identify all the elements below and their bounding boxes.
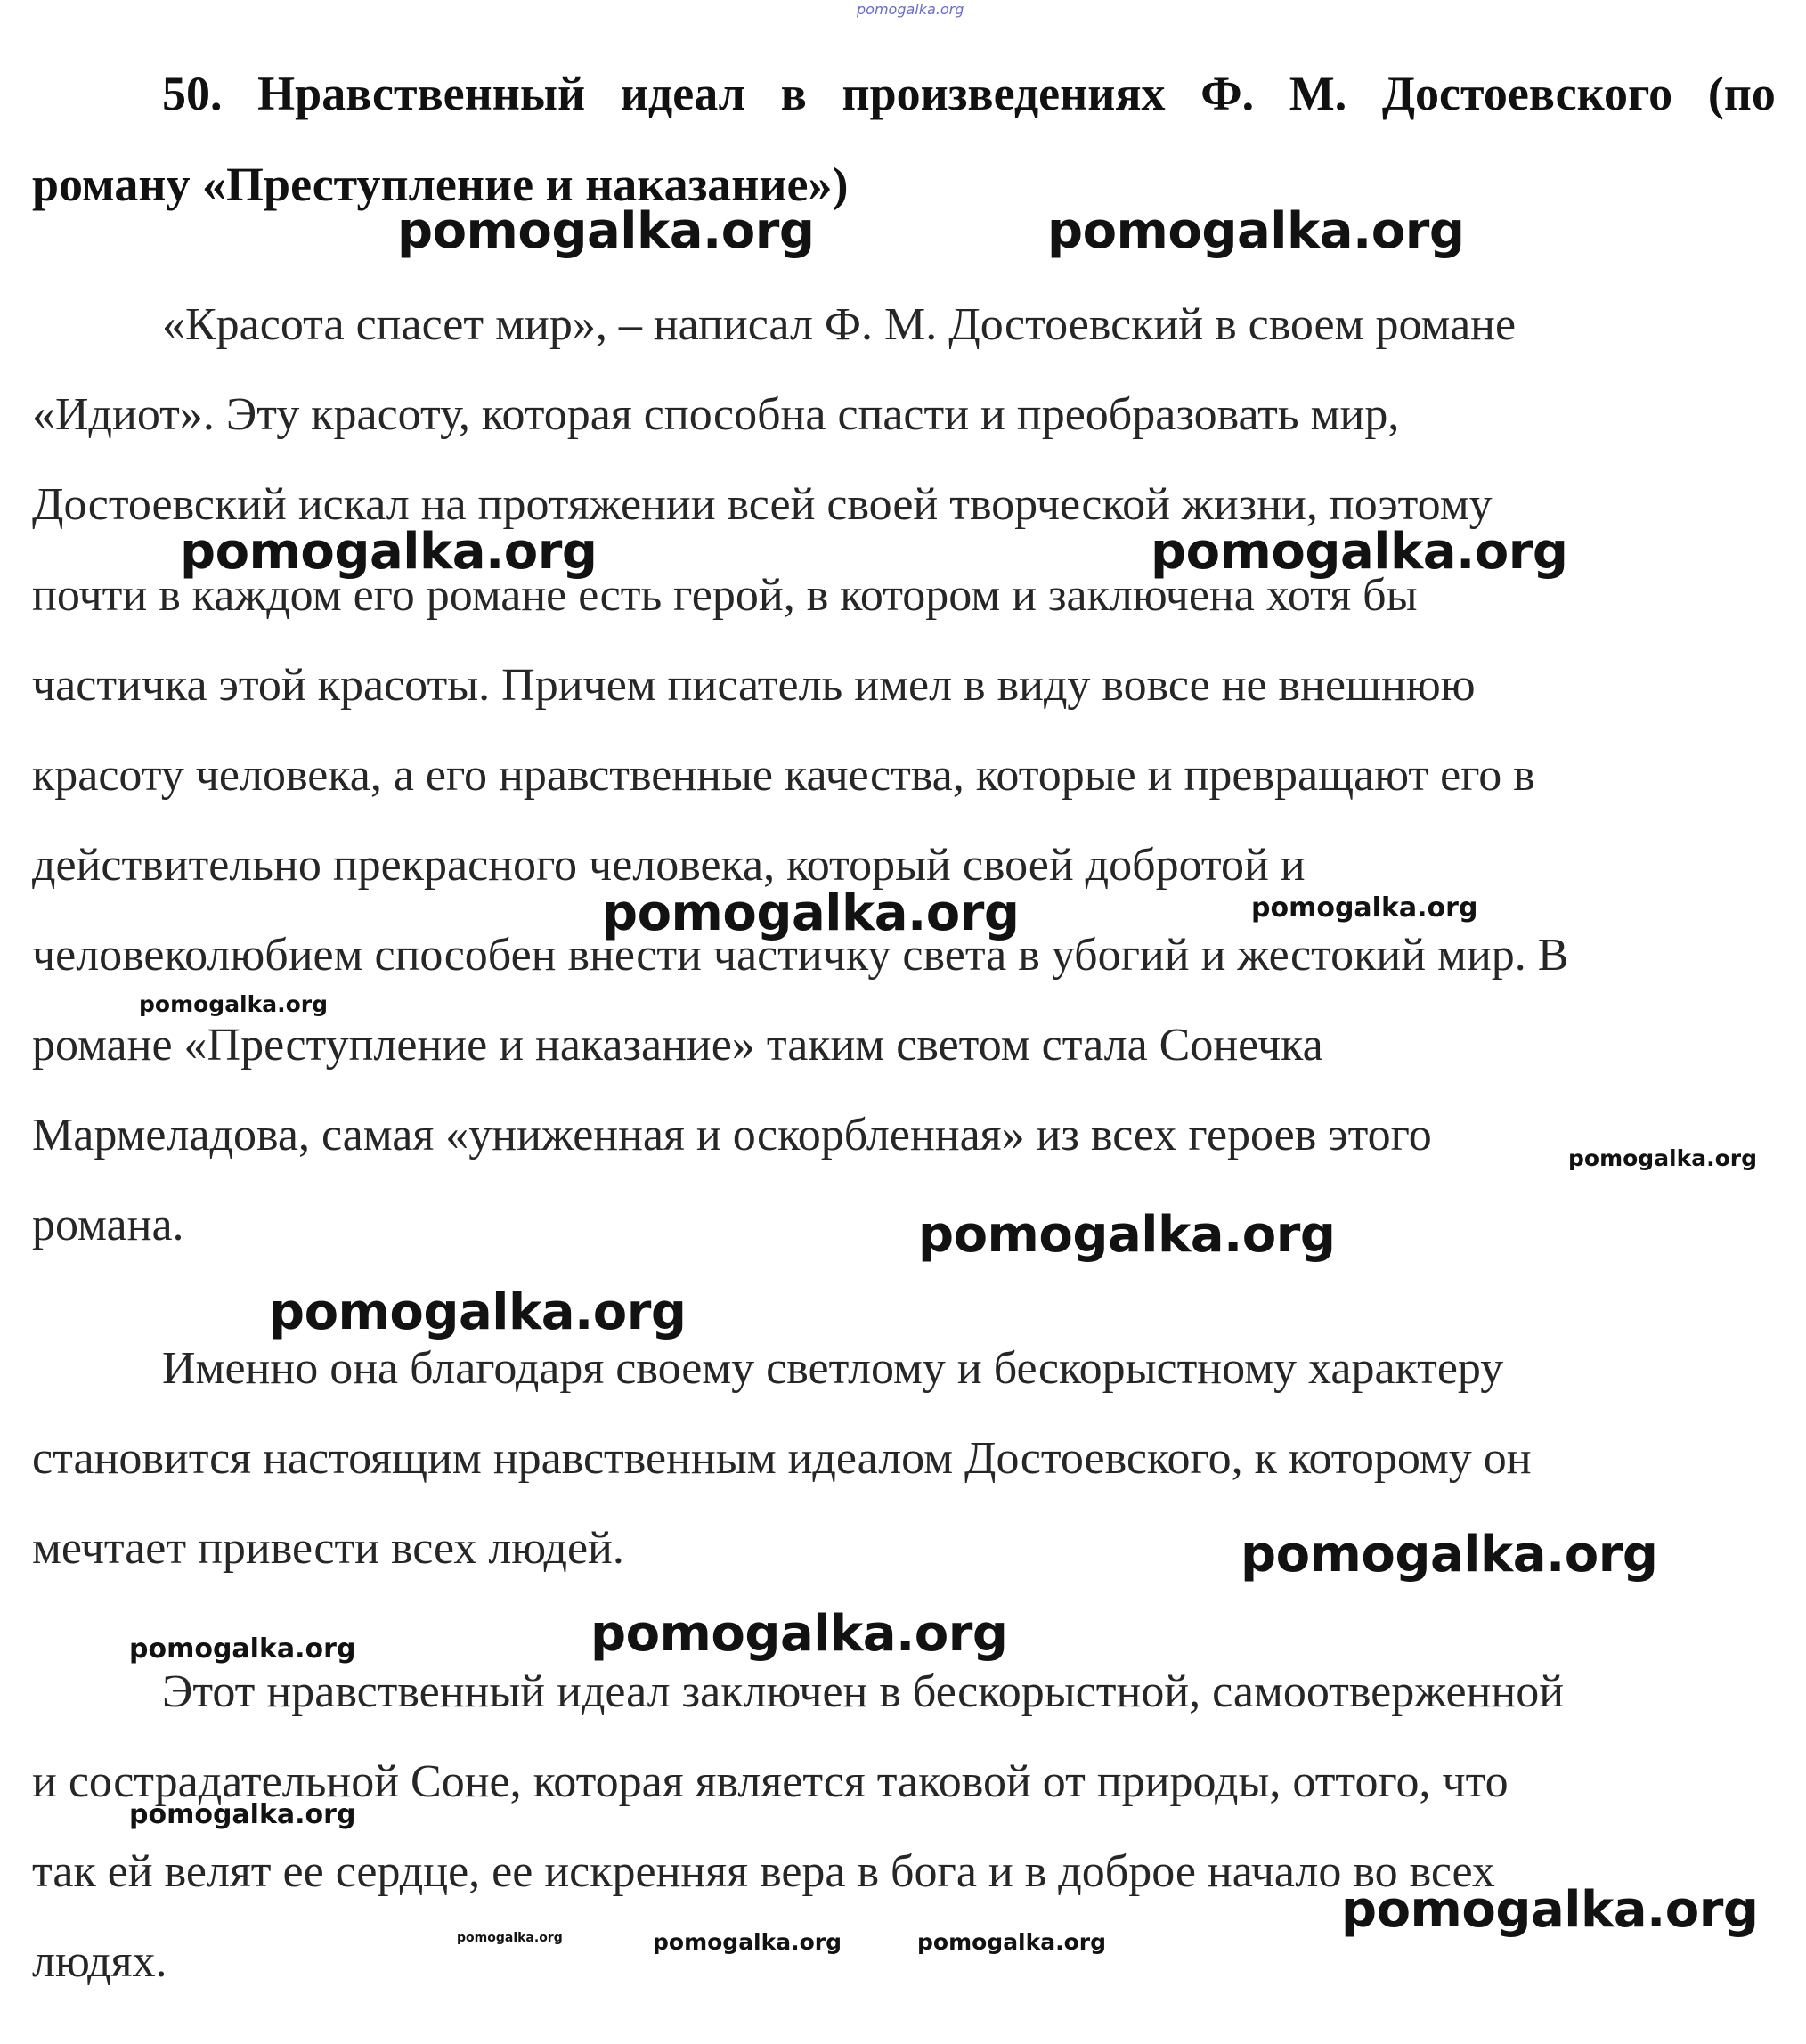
paragraph-line: почти в каждом его романе есть герой, в котором и заключена хотя бы [32, 570, 1418, 621]
paragraph-line: Мармеладова, самая «униженная и оскорбленная» из всех героев этого [32, 1110, 1432, 1160]
paragraph-line: человеколюбием способен внести частичку света в убогий и жестокий мир. В [32, 930, 1569, 981]
watermark: pomogalka.org [129, 1799, 356, 1830]
title-word: М. [1289, 67, 1347, 120]
title-word: (по [1707, 67, 1776, 120]
watermark: pomogalka.org [1151, 523, 1568, 581]
watermark: pomogalka.org [139, 991, 329, 1017]
paragraph-line: романе «Преступление и наказание» таким светом стала Сонечка [32, 1020, 1323, 1071]
title-word: Нравственный [257, 67, 586, 120]
paragraph-line: и сострадательной Соне, которая является таковой от природы, оттого, что [32, 1756, 1509, 1807]
title-line-2: роману «Преступление и наказание») [32, 158, 849, 211]
paragraph-line: людях. [32, 1936, 167, 1987]
title-word: произведениях [842, 67, 1166, 120]
paragraph-line: Именно она благодаря своему светлому и бескорыстному характеру [162, 1343, 1504, 1394]
watermark: pomogalka.org [180, 523, 598, 581]
watermark: pomogalka.org [129, 1633, 356, 1665]
paragraph-line: романа. [32, 1200, 184, 1250]
watermark: pomogalka.org [602, 884, 1020, 942]
watermark: pomogalka.org [1341, 1881, 1759, 1939]
watermark: pomogalka.org [918, 1206, 1336, 1264]
paragraph-line: частичка этой красоты. Причем писатель имел в виду вовсе не внешнюю [32, 660, 1476, 711]
title-line-1 [162, 49, 1776, 138]
title-word: 50. [162, 67, 223, 120]
watermark: pomogalka.org [269, 1283, 687, 1341]
paragraph-line: Этот нравственный идеал заключен в бескорыстной, самоотверженной [162, 1666, 1565, 1717]
watermark: pomogalka.org [917, 1929, 1107, 1955]
header-watermark: pomogalka.org [857, 1, 964, 18]
paragraph-line: «Идиот». Эту красоту, которая способна спасти и преобразовать мир, [32, 389, 1400, 440]
watermark: pomogalka.org [457, 1931, 563, 1945]
title-word: в [780, 67, 807, 120]
title-word: идеал [620, 67, 745, 120]
paragraph-line: действительно прекрасного человека, который своей добротой и [32, 840, 1306, 891]
watermark: pomogalka.org [397, 202, 815, 260]
watermark: pomogalka.org [1251, 892, 1478, 924]
paragraph-line: Достоевский искал на протяжении всей своей творческой жизни, поэтому [32, 479, 1493, 530]
title-word: Достоевского [1381, 67, 1673, 120]
paragraph-line: становится настоящим нравственным идеалом Достоевского, к которому он [32, 1433, 1532, 1484]
paragraph-line: красоту человека, а его нравственные качества, которые и превращают его в [32, 750, 1535, 801]
paragraph-line: мечтает привести всех людей. [32, 1523, 624, 1574]
watermark: pomogalka.org [1241, 1526, 1658, 1584]
title-word: Ф. [1200, 67, 1255, 120]
watermark: pomogalka.org [653, 1929, 842, 1955]
watermark: pomogalka.org [590, 1605, 1008, 1663]
watermark: pomogalka.org [1047, 202, 1465, 260]
watermark: pomogalka.org [1568, 1145, 1758, 1171]
paragraph-line: так ей велят ее сердце, ее искренняя вера в бога и в доброе начало во всех [32, 1846, 1495, 1897]
paragraph-line: «Красота спасет мир», – написал Ф. М. Достоевский в своем романе [162, 299, 1517, 350]
